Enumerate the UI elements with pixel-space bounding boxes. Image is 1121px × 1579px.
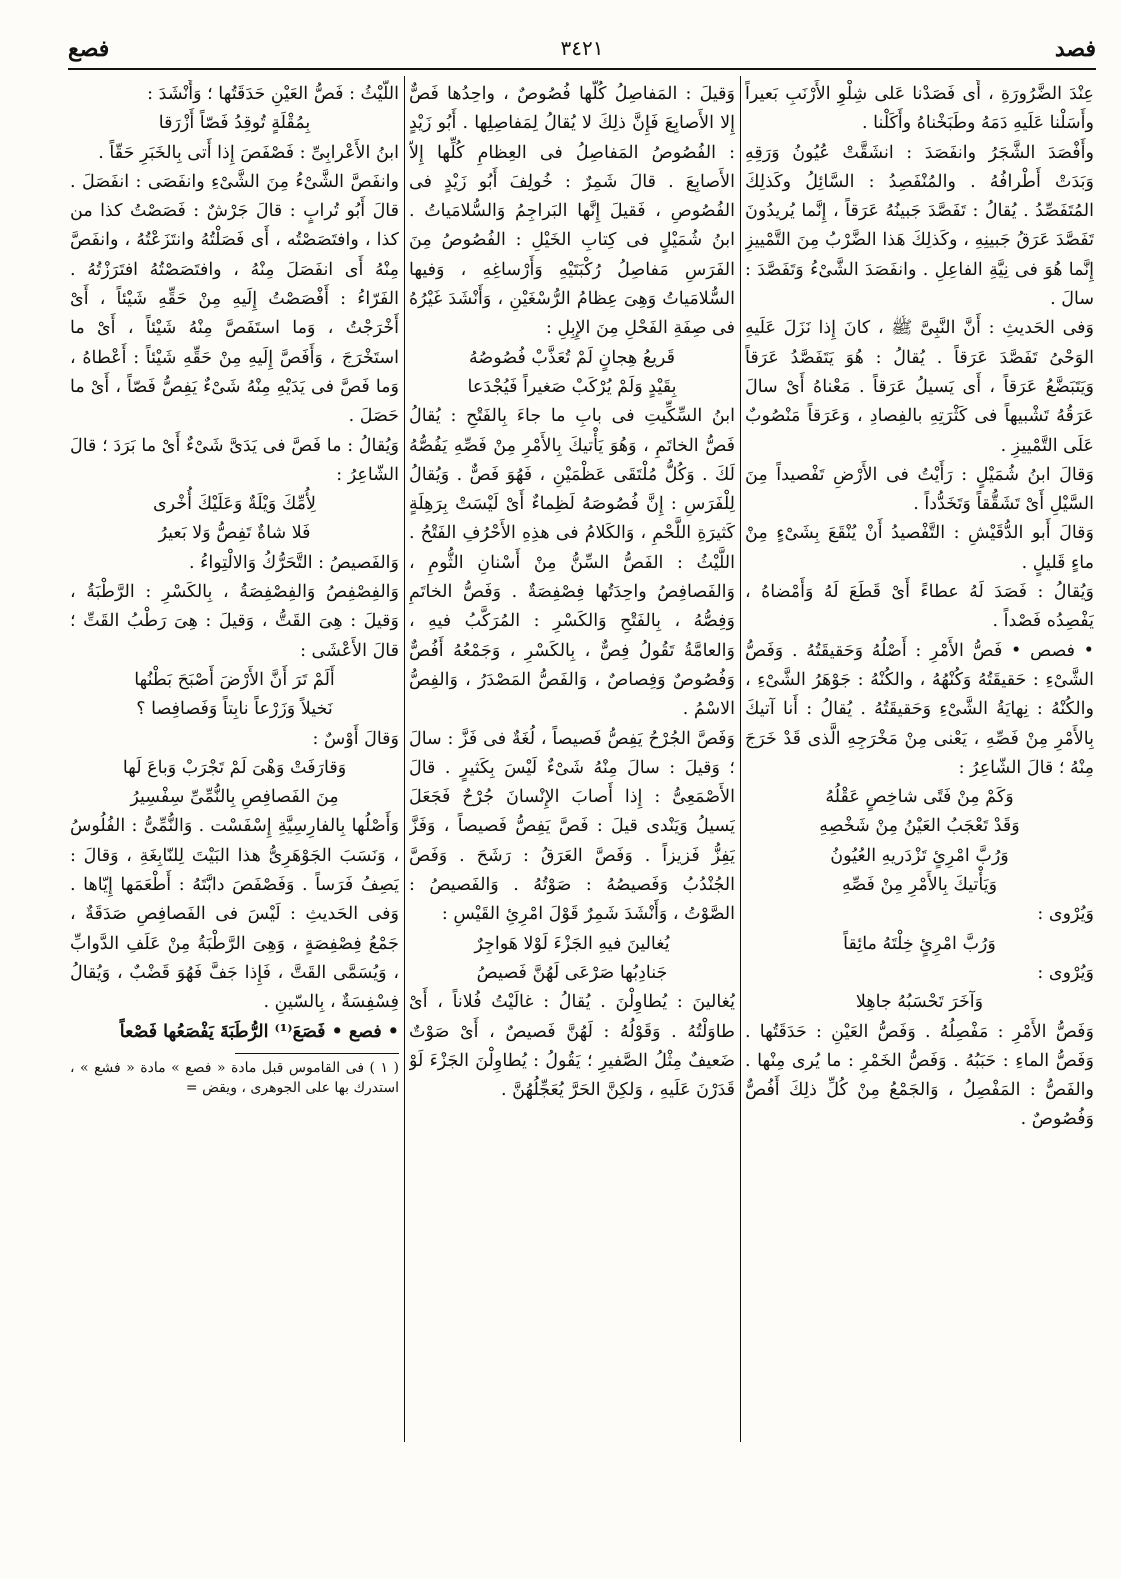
- paragraph: وَيُقالُ : ما فَصَّ فى يَدَىَّ شَىْءٌ أَىْ ما بَرَدَ ؛ قالَ الشّاعِرُ :: [70, 435, 399, 485]
- verse-line: يُغالينَ فيهِ الجَزْءَ لَوْلا هَواجِرٌ: [474, 933, 670, 954]
- paragraph: ابنُ السِّكِّيتِ فى بابِ ما جاءَ بِالفَتْحِ : يُقالُ فَصُّ الخاتَمِ ، وَهُوَ يَأْتيكَ بِالأَمْرِ مِنْ فَصِّهِ يَفُصُّهُ لَكَ . وَكُلُّ مُلْتَقَى عَظْمَيْنِ ، فَهُوَ فَصٌّ . وَيُقالُ لِلْفَرَسِ : إِنَّ فُصُوصَهُ لَظِماءٌ أَىْ لَيْسَتْ بِرَهِلَةٍ كَثيرَةِ اللَّحْمِ ، وَالكَلامُ فى هذِهِ الأَحْرُفِ الفَتْحُ . اللَّيْثُ : الفَصُّ السِّنُّ مِنْ أَسْنانِ الثُّومِ ، وَالفَصافِصُ واحِدَتُها فِصْفِصَةٌ . وَفَصُّ الخاتَمِ وَفِصُّهُ ، بِالفَتْحِ وَالكَسْرِ : المُرَكَّبُ فيهِ ، وَالعامَّةُ تَقُولُ فِصٌّ ، بِالكَسْرِ ، وَجَمْعُهُ أَفُصٌّ وَفُصُوصٌ وَفِصاصٌ ، وَالفَصُّ المَصْدَرُ ، وَالفِصُّ الاسْمُ .: [409, 406, 735, 720]
- paragraph: يُغالينَ : يُطاوِلْنَ . يُقالُ : غالَيْتُ فُلاناً ، أَىْ طاوَلْتُهُ . وَقَوْلُهُ : لَهُنَّ فَصيصٌ ، أَىْ صَوْتٌ ضَعيفٌ مِثْلُ الصَّفيرِ ؛ يَقُولُ : يُطاوِلْنَ الجَزْءَ لَوْ قَدَرْنَ عَلَيهِ ، وَلكِنَّ الحَرَّ يُعَجِّلُهُنَّ .: [409, 992, 735, 1101]
- paragraph: وَقالَ أَبو الدُّقَيْشِ : التَّفْصيدُ أَنْ يُنْقَعَ بِشَىْءٍ مِنْ ماءٍ قَليلٍ .: [745, 523, 1094, 573]
- footnote: ( ١ ) فى القاموس قبل مادة « فصع » مادة « فشع » ، استدرك بها على الجوهرى ، ويقض =: [70, 1059, 399, 1096]
- column-divider: [404, 76, 405, 1442]
- column-left: [70, 80, 399, 1440]
- verse-line: قَريعُ هِجانٍ لَمْ تُعَذَّبْ فُصُوصُهُ: [469, 347, 675, 368]
- paragraph: وَالفِصْفِصُ وَالفِصْفِصَةُ ، بِالكَسْرِ : الرَّطْبَةُ ، وَقيلَ : هِىَ القَتُّ ، وَقيلَ : هِىَ رَطْبُ القَتِّ ؛ قالَ الأَعْشَى :: [70, 582, 399, 661]
- paragraph: وَأَصْلُها بِالفارِسِيَّةِ إِسْفَسْت . وَالنُّمِّىُّ : الفُلُوسُ ، وَنَسَبَ الجَوْهَرِىُّ هذا البَيْتَ لِلنّابِغَةِ ، وَقالَ : يَصِفُ فَرَساً . وَفَصْفَصَ دابَّتَهُ : أَطْعَمَها إِيّاها . وَفى الحَديثِ : لَيْسَ فى الفَصافِصِ صَدَقَةٌ ، جَمْعُ فِصْفِصَةٍ ، وَهِىَ الرَّطْبَةُ مِنْ عَلَفِ الدَّوابِّ ، وَيُسَمَّى القَتَّ ، فَإِذا جَفَّ فَهُوَ قَضْبٌ ، وَيُقالُ فِسْفِسَةٌ ، بِالسّينِ .: [70, 816, 399, 1013]
- paragraph: وَقيلَ : المَفاصِلُ كُلُّها فُصُوصٌ ، واحِدُها فَصٌّ إِلا الأَصابِعَ فَإِنَّ ذلِكَ لا يُقالُ لِمَفاصِلِها . أَبُو زَيْدٍ : الفُصُوصُ المَفاصِلُ فى العِظامِ كُلِّها إِلاّ الأَصابِعَ . قالَ شَمِرٌ : خُولِفَ أَبُو زَيْدٍ فى الفُصُوصِ ، فَقيلَ إِنَّها البَراجِمُ وَالسُّلامَياتُ . ابنُ شُمَيْلٍ فى كِتابِ الخَيْلِ : الفُصُوصُ مِنَ الفَرَسِ مَفاصِلُ رُكْبَتَيْهِ وَأَرْساغِهِ ، وَفيها السُّلامَياتُ وَهِىَ عِظامُ الرُّسْغَيْنِ ، وَأَنْشَدَ غَيْرُهُ فى صِفَةِ الفَحْلِ مِنَ الإِبِلِ :: [409, 84, 735, 339]
- paragraph: وَفى الحَديثِ : أَنَّ النَّبِىَّ ﷺ ، كانَ إِذا نَزَلَ عَلَيهِ الوَحْىُ تَفَصَّدَ عَرَقاً . يُقالُ : هُوَ يَتَفَصَّدُ عَرَقاً وَيَتَبَضَّعُ عَرَقاً ، أَى يَسيلُ عَرَقاً . مَعْناهُ أَىْ سالَ عَرَقُهُ تَشْبيهاً فى كَثْرَتِهِ بالفِصادِ ، وَعَرَقاً مَنْصُوبٌ عَلَى التَّمْييزِ .: [745, 318, 1094, 456]
- verse-line: لِأُمِّكَ وَيْلَةٌ وَعَلَيْكَ أُخْرى: [152, 494, 317, 515]
- verse-line: جَنادِبُها صَرْعَى لَهُنَّ فَصيصُ: [476, 962, 668, 983]
- verse-line: وَرُبَّ امْرِئٍ تَزْدَريهِ العُيُونُ: [830, 845, 1009, 866]
- paragraph: وأَفْصَدَ الشَّجَرُ وانفَصَدَ : انشَقَّتْ عُيُونُ وَرَقِهِ وَبَدَتْ أَطْرافُهُ . والمُنْفَصِدُ : السَّائِلُ وكَذلِكَ المُتَفَصِّدُ . يُقالُ : تَفَصَّدَ جَبينُهُ عَرَقاً ، إِنَّما يُريدُونَ تَفَصَّدَ عَرَقُ جَبينِهِ ، وكَذلِكَ هَذا الضَّرْبُ مِنَ التَّمْييزِ إِنَّما هُوَ فى نِيَّةِ الفاعِلِ . وانفَصَدَ الشَّىْءُ وَتَفَصَّدَ : سالَ .: [745, 142, 1094, 310]
- verse-line: فَلا شاةٌ تَفِصُّ وَلا بَعيرُ: [158, 523, 311, 544]
- paragraph: وَفَصَّ الجُرْحُ يَفِصُّ فَصيصاً ، لُغَةٌ فى فَزَّ : سالَ ؛ وَقيلَ : سالَ مِنْهُ شَىْءٌ لَيْسَ بِكَثيرٍ . قالَ الأَصْمَعِىُّ : إِذا أَصابَ الإِنْسانَ جُرْحٌ فَجَعَلَ يَسيلُ وَيَنْدى قيلَ : فَصَّ يَفِصُّ فَصيصاً ، وَفَزَّ يَفِزُّ فَزيزاً . وَفَصَّ العَرَقُ : رَشَحَ . وَفَصَّ الجُنْدُبُ وَفَصيصُهُ : صَوْتُهُ . وَالفَصيصُ : الصَّوْتُ ، وَأَنْشَدَ شَمِرٌ قَوْلَ امْرِئِ القَيْسِ :: [409, 728, 735, 925]
- column-middle: [409, 80, 735, 1440]
- paragraph: وَقالَ أَوْسٌ :: [312, 728, 399, 749]
- verse-line: بِمُقْلَةٍ تُوقِدُ فَصّاً أَزْرَقا: [158, 113, 311, 134]
- column-divider: [740, 76, 741, 1442]
- entry-fss: • فصص • فَصُّ الأَمْرِ : أَصْلُهُ وَحَقيقَتُهُ . وَفَصُّ الشَّىْءِ : حَقيقَتُهُ وَكُنْهُهُ ، والكُنْهُ : جَوْهَرُ الشَّىْءِ ، والكُنْهُ : نِهايَةُ الشَّىْءِ وَحَقيقَتُهُ . يُقالُ : أَنا آتيكَ بِالأَمْرِ مِنْ فَصِّهِ ، يَعْنى مِنْ مَخْرَجِهِ الَّذى قَدْ خَرَجَ مِنْهُ ؛ قالَ الشّاعِرُ :: [745, 640, 1094, 778]
- verse-line: نَخيلاً وَزَرْعاً نابِتاً وَفَصافِصا ؟: [136, 699, 333, 720]
- verse-line: وَقارَفَتْ وَهْىَ لَمْ تَجْرَبْ وَباعَ لَها: [122, 757, 347, 778]
- verse-line: بِقَيْدٍ وَلَمْ يُرْكَبْ صَغيراً فَيُجْدَعا: [467, 376, 677, 397]
- verse-line: أَلَمْ تَرَ أَنَّ الأَرْضَ أَصْبَحَ بَطْنُها: [134, 669, 335, 690]
- paragraph: وَيُرْوى :: [1037, 962, 1094, 983]
- paragraph: وَفَصُّ الأَمْرِ : مَفْصِلُهُ . وَفَصُّ العَيْنِ : حَدَقَتُها . وَفَصُّ الماءِ : حَبَبُهُ . وَفَصُّ الخَمْرِ : ما يُرى مِنْها . والفَصُّ : المَفْصِلُ ، وَالجَمْعُ مِنْ كُلِّ ذلِكَ أَفُصٌّ وَفُصُوصٌ .: [745, 1021, 1094, 1130]
- paragraph: وَيُرْوى :: [1037, 904, 1094, 925]
- paragraph: وَيُقالُ : فَصَدَ لَهُ عطاءً أَىْ قَطَعَ لَهُ وَأَمْضاهُ ، يَفْصِدُه فَصْداً .: [745, 582, 1094, 632]
- paragraph: وَقالَ ابنُ شُمَيْلٍ : رَأَيْتُ فى الأَرْضِ تَفْصيداً مِنَ السَّيْلِ أَىْ تَشَقُّقاً وَتَخَدُّداً .: [745, 464, 1094, 515]
- verse-line: وَقَدْ تَعْجَبُ العَيْنُ مِنْ شَخْصِهِ: [819, 816, 1020, 837]
- paragraph: اللَّيْثُ : فَصُّ العَيْنِ حَدَقَتُها ؛ وَأَنْشَدَ :: [147, 84, 399, 104]
- verse-line: مِنَ الفَصافِصِ بِالنُّمِّىِّ سِفْسِيرُ: [130, 787, 339, 808]
- paragraph: عِنْدَ الضَّرُورَةِ ، أَى فَصَدْنا عَلى شِلْوِ الأَرْنَبِ بَعيراً وأَسَلْنا عَلَيهِ دَمَهُ وطَبَخْناهُ وأَكَلْنا .: [745, 84, 1094, 134]
- page-header: [68, 34, 1096, 70]
- paragraph: وَالفَصيصُ : التَّحَرُّكُ وَالالْتِواءُ .: [189, 552, 399, 573]
- column-right: [745, 80, 1094, 1440]
- verse-line: وَآخَرَ تَحْسَبُهُ جاهِلا: [855, 992, 984, 1013]
- headword-right: فصد: [1054, 36, 1096, 62]
- page-number: ٣٤٢١: [560, 36, 604, 60]
- entry-fs: • فصع • فَصَعَ⁽¹⁾ الرُّطَبَةَ يَفْصَعُها فَصْعاً: [119, 1021, 399, 1042]
- footnote-rule: [235, 1053, 400, 1054]
- paragraph: ابنُ الأَعْرابِىِّ : فَصْفَصَ إِذا أَتى بِالخَبَرِ حَقّاً .: [98, 142, 399, 163]
- headword-left: فصع: [68, 36, 110, 62]
- verse-line: وَرُبَّ امْرِئٍ خِلْتَهُ مائِقاً: [843, 933, 996, 954]
- verse-line: وَكَمْ مِنْ فَتًى شاخِصٍ عَقْلُهُ: [825, 787, 1014, 808]
- verse-line: وَيَأْتيكَ بِالأَمْرِ مِنْ فَصِّهِ: [841, 875, 998, 896]
- paragraph: وانفَصَّ الشَّىْءُ مِنَ الشَّىْءِ وانفَصَى : انفَصَلَ . قالَ أَبُو تُرابٍ : قالَ جَرْشٌ : فَصَصْتُ كذا من كذا ، وافتَصَصْتُه ، أَى فَصَلْتُهُ وانتَزَعْتُهُ ، وانفَصَّ مِنْهُ أَى انفَصَلَ مِنْهُ ، وافتَصَصْتُهُ افتَرَزْتُهُ . الفَرّاءُ : أَفْصَصْتُ إِلَيهِ مِنْ حَقِّهِ شَيْئاً ، أَىْ أَخْرَجْتُ ، وَما استَفَصَّ مِنْهُ شَيْئاً ، أَىْ ما استَخْرَجَ ، وَأَفَصَّ إِلَيهِ مِنْ حَقِّهِ شَيْئاً : أَعْطاهُ ، وَما فَصَّ فى يَدَيْهِ مِنْهُ شَىْءٌ يَفِصُّ فَصّاً ، أَىْ ما حَصَلَ .: [70, 171, 399, 427]
